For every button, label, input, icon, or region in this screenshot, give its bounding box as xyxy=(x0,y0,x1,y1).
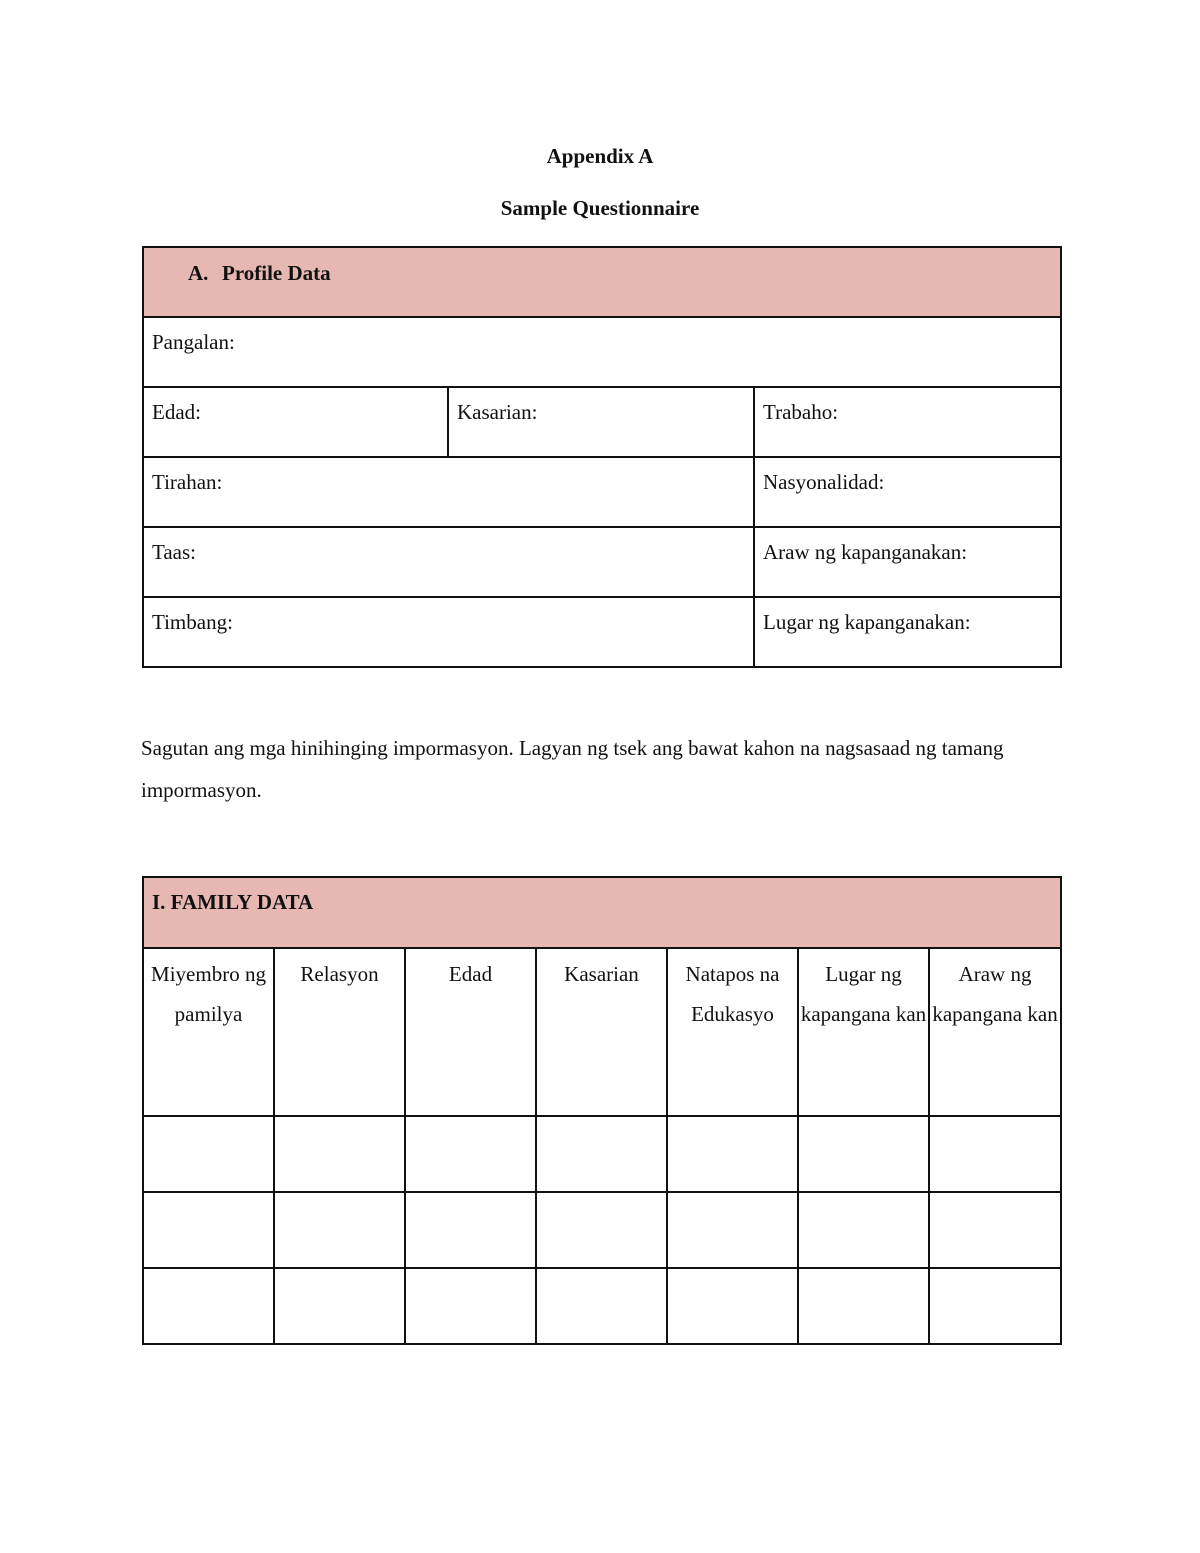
table-cell[interactable] xyxy=(405,1192,536,1268)
table-cell[interactable] xyxy=(405,1116,536,1192)
table-cell[interactable] xyxy=(536,1116,667,1192)
table-cell[interactable] xyxy=(667,1268,798,1344)
column-header-birthplace: Lugar ng kapangana kan xyxy=(798,948,929,1116)
table-row xyxy=(143,1116,1061,1192)
name-field[interactable] xyxy=(143,317,1061,387)
table-cell[interactable] xyxy=(143,1268,274,1344)
address-field[interactable] xyxy=(143,457,754,527)
weight-label: Timbang: xyxy=(152,610,233,634)
table-row xyxy=(143,1268,1061,1344)
birth-date-label: Araw ng kapanganakan: xyxy=(763,540,968,564)
table-cell[interactable] xyxy=(798,1192,929,1268)
sex-field[interactable] xyxy=(448,387,754,457)
address-label: Tirahan: xyxy=(152,470,223,494)
table-cell[interactable] xyxy=(536,1192,667,1268)
occupation-label: Trabaho: xyxy=(763,400,839,424)
profile-section-number: A. xyxy=(188,261,209,285)
column-header-age: Edad xyxy=(405,948,536,1116)
table-cell[interactable] xyxy=(405,1268,536,1344)
age-label: Edad: xyxy=(152,400,201,424)
table-row xyxy=(143,1192,1061,1268)
table-cell[interactable] xyxy=(798,1116,929,1192)
column-header-education: Natapos na Edukasyo xyxy=(667,948,798,1116)
sex-label: Kasarian: xyxy=(457,400,538,424)
nationality-field[interactable] xyxy=(754,457,1061,527)
table-cell[interactable] xyxy=(929,1116,1061,1192)
column-header-relation: Relasyon xyxy=(274,948,405,1116)
family-section-title: I. FAMILY DATA xyxy=(152,890,314,914)
birth-place-field[interactable] xyxy=(754,597,1061,667)
table-cell[interactable] xyxy=(274,1116,405,1192)
family-section-header xyxy=(143,877,1061,948)
instructions-text: Sagutan ang mga hinihinging impormasyon. Lagyan ng tsek ang bawat kahon na nagsasaad ng tamang impormasyon. xyxy=(141,736,1004,802)
table-cell[interactable] xyxy=(274,1268,405,1344)
questionnaire-title: Sample Questionnaire xyxy=(500,196,700,220)
birth-date-field[interactable] xyxy=(754,527,1061,597)
weight-field[interactable] xyxy=(143,597,754,667)
birth-place-label: Lugar ng kapanganakan: xyxy=(763,610,971,634)
appendix-title: Appendix A xyxy=(546,144,654,168)
table-cell[interactable] xyxy=(536,1268,667,1344)
table-cell[interactable] xyxy=(143,1116,274,1192)
height-field[interactable] xyxy=(143,527,754,597)
age-field[interactable] xyxy=(143,387,448,457)
height-label: Taas: xyxy=(152,540,197,564)
nationality-label: Nasyonalidad: xyxy=(763,470,885,494)
table-cell[interactable] xyxy=(274,1192,405,1268)
profile-data-table xyxy=(142,246,1062,668)
profile-section-header xyxy=(143,247,1061,317)
table-cell[interactable] xyxy=(798,1268,929,1344)
name-label: Pangalan: xyxy=(152,330,235,354)
family-data-table xyxy=(142,876,1062,1345)
column-header-sex: Kasarian xyxy=(536,948,667,1116)
table-cell[interactable] xyxy=(929,1268,1061,1344)
occupation-field[interactable] xyxy=(754,387,1061,457)
column-header-member: Miyembro ng pamilya xyxy=(143,948,274,1116)
table-cell[interactable] xyxy=(667,1116,798,1192)
profile-section-title: Profile Data xyxy=(222,261,331,285)
table-cell[interactable] xyxy=(929,1192,1061,1268)
table-cell[interactable] xyxy=(143,1192,274,1268)
column-header-birthdate: Araw ng kapangana kan xyxy=(929,948,1061,1116)
table-cell[interactable] xyxy=(667,1192,798,1268)
